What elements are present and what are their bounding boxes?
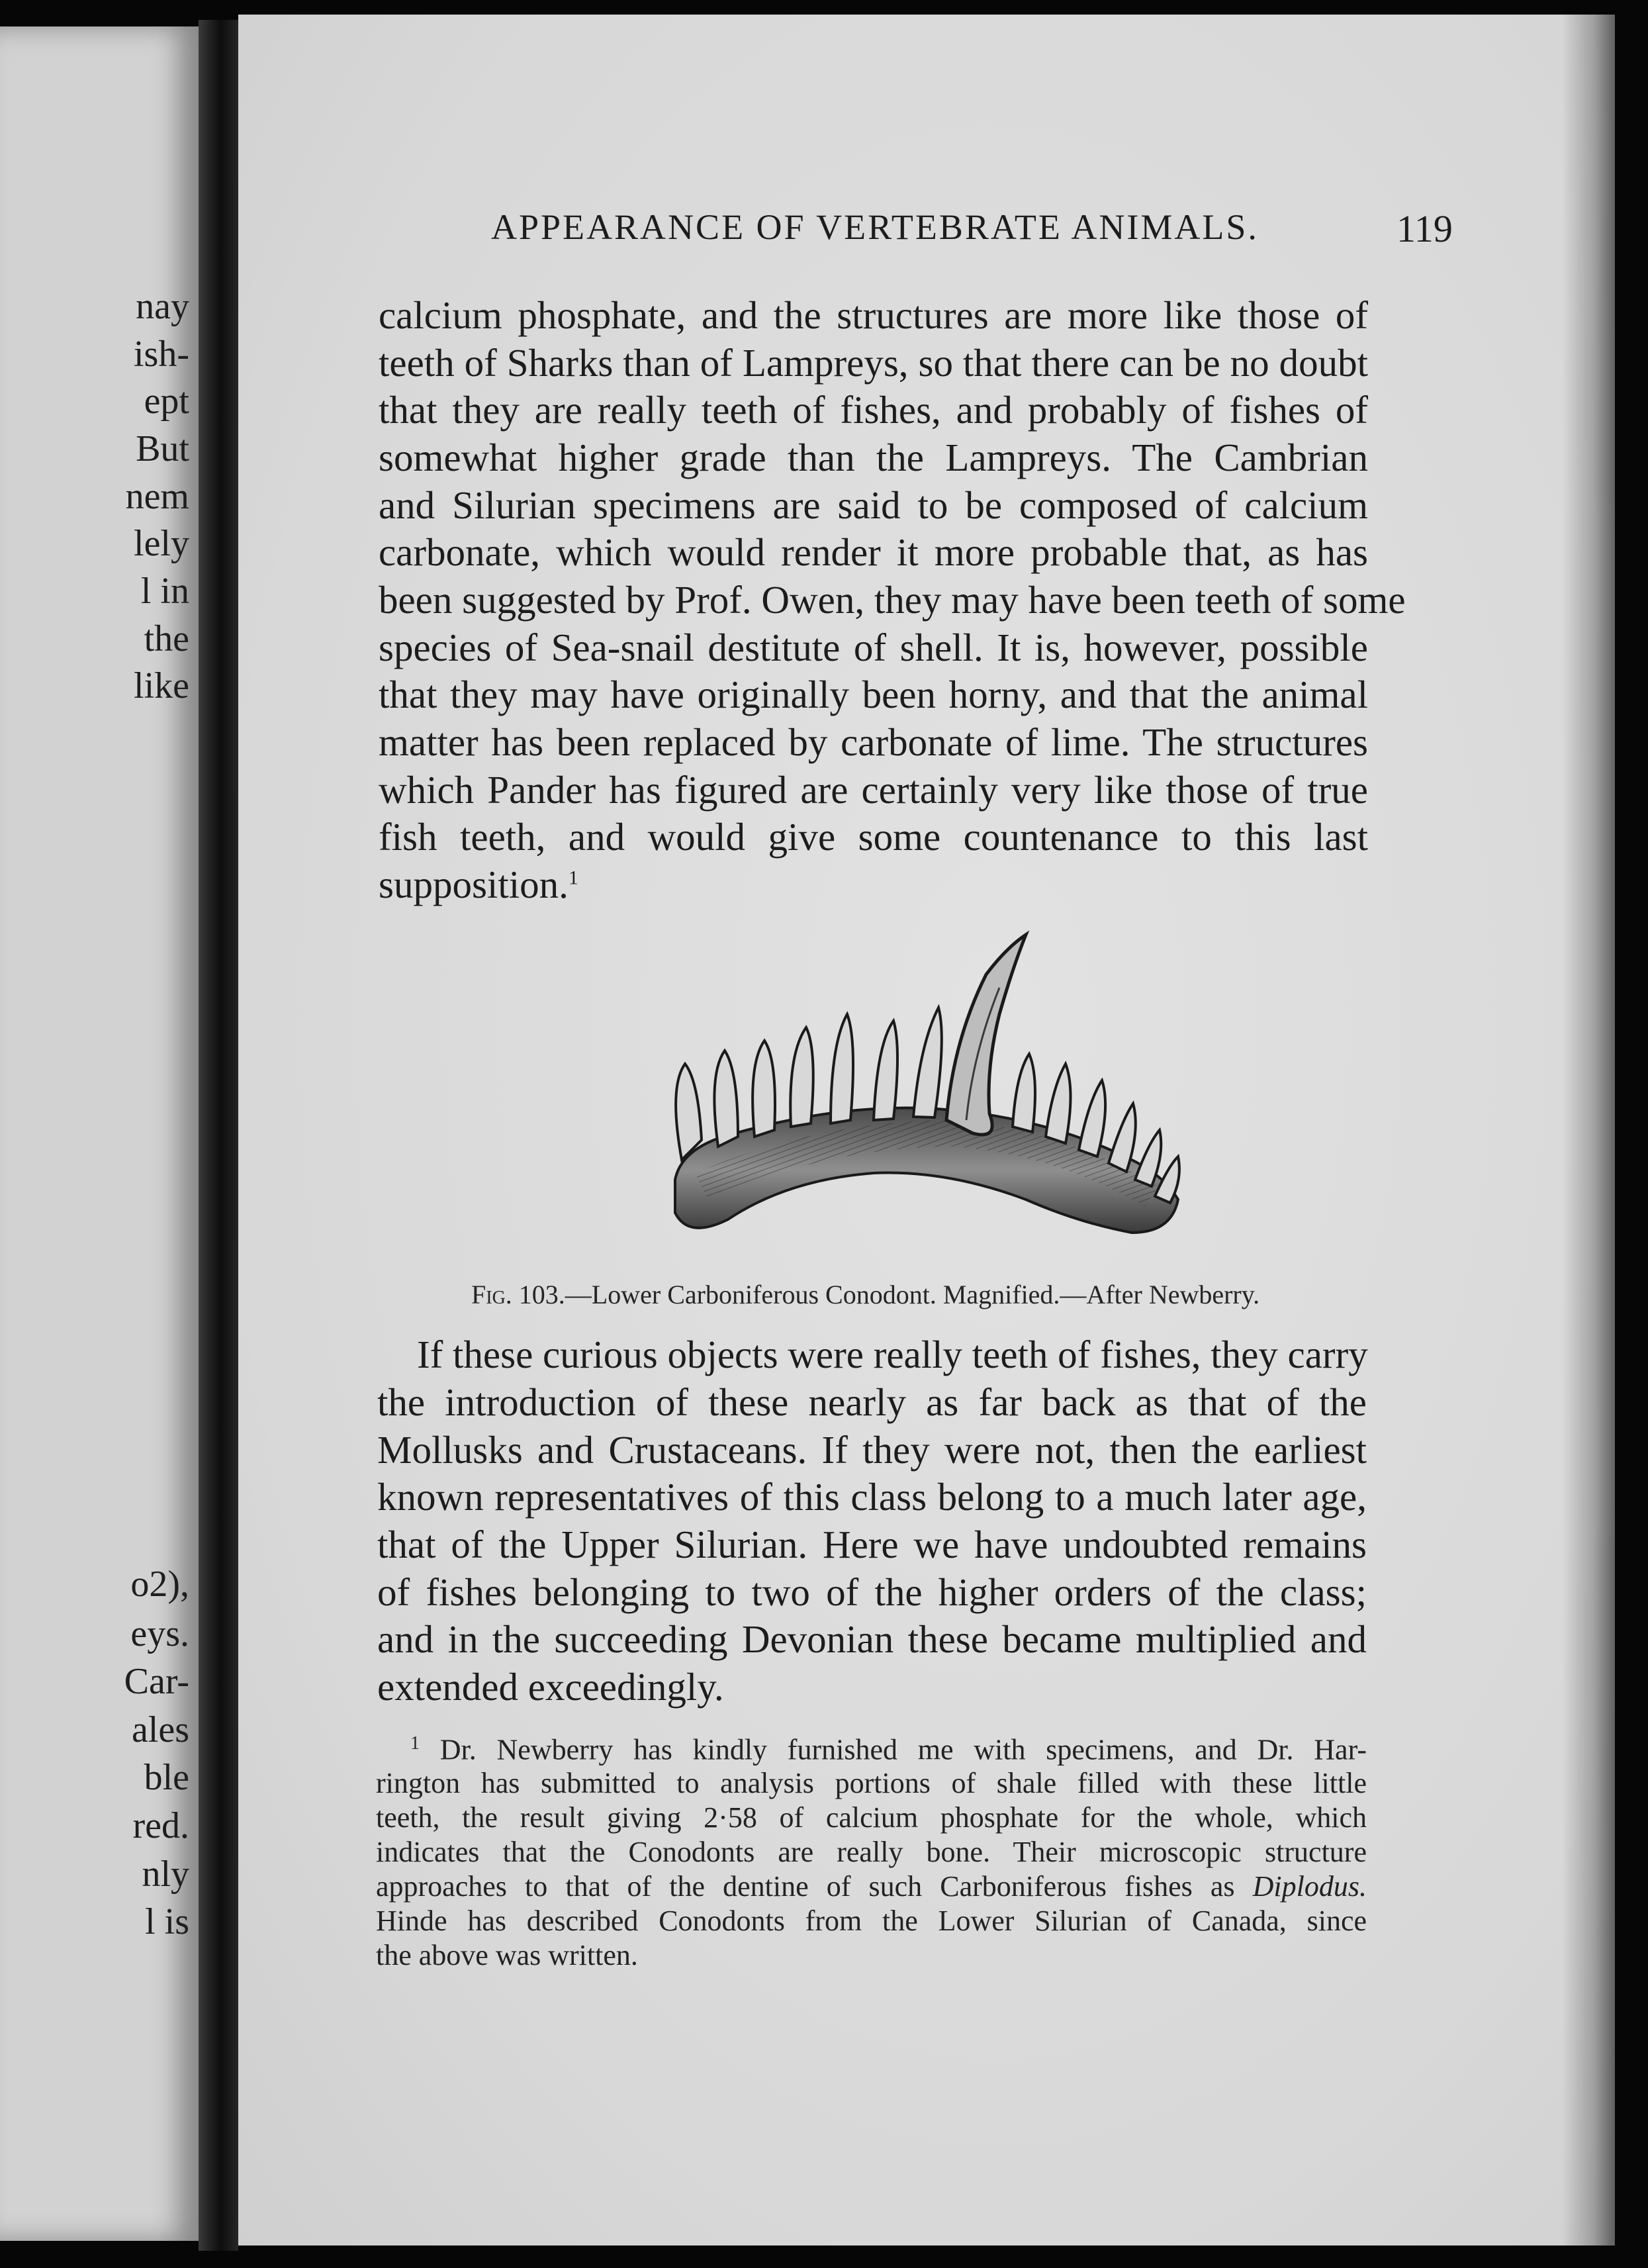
figure-label: Fig. 103. [471, 1280, 565, 1309]
text-line: and in the succeeding Devonian these became multiplied and [377, 1617, 1367, 1661]
facing-line: ble [144, 1757, 189, 1798]
facing-line: nem [125, 476, 189, 517]
text-line: species of Sea-snail destitute of shell. It is, however, possible [379, 626, 1368, 669]
text-line: which Pander has figured are certainly very like those of true [379, 768, 1368, 812]
footnote-italic-term: Diplodus. [1252, 1870, 1367, 1903]
facing-line: ales [131, 1709, 189, 1750]
facing-line: ept [144, 381, 189, 422]
facing-line: nay [136, 286, 189, 327]
text-line: that of the Upper Silurian. Here we have undoubted remains [377, 1523, 1367, 1566]
conodont-illustration [655, 921, 1198, 1266]
footnote-line: indicates that the Conodonts are really bone. Their microscopic structure [376, 1836, 1367, 1868]
footnote-line: rington has submitted to analysis portions of shale filled with these little [376, 1767, 1367, 1799]
text-line: Mollusks and Crustaceans. If they were not, then the earliest [377, 1428, 1367, 1472]
book-gutter [199, 20, 238, 2251]
footnote-marker: 1 [568, 867, 578, 889]
facing-line: l in [140, 571, 189, 612]
text-line-words: supposition. [379, 863, 569, 906]
footnote-line [376, 1872, 1367, 1901]
text-line: that they may have originally been horny, and that the animal [379, 673, 1368, 716]
figure-caption [471, 1279, 1371, 1310]
text-line [379, 865, 776, 904]
page-edge-shadow [1562, 15, 1615, 2245]
footnote-line: teeth, the result giving 2·58 of calcium phosphate for the whole, which [376, 1801, 1367, 1834]
text-line: known representatives of this class belong to a much later age, [377, 1475, 1367, 1519]
text-line: that they are really teeth of fishes, and probably of fishes of [379, 388, 1368, 432]
text-line: carbonate, which would render it more probable that, as has [379, 530, 1368, 574]
text-line: teeth of Sharks than of Lampreys, so that there can be no doubt [379, 341, 1368, 385]
text-line: If these curious objects were really teeth of fishes, they carry [417, 1333, 1368, 1376]
figure-caption-text: —Lower Carboniferous Conodont. Magnified.—After Newberry. [565, 1280, 1260, 1309]
facing-line: nly [142, 1854, 189, 1895]
facing-line: l is [145, 1901, 189, 1942]
text-line: of fishes belonging to two of the higher orders of the class; [377, 1570, 1367, 1614]
text-line: been suggested by Prof. Owen, they may have been teeth of some [379, 578, 1406, 622]
running-title: APPEARANCE OF VERTEBRATE ANIMALS. [491, 207, 1259, 247]
footnote-text: approaches to that of the dentine of such Carboniferous fishes as [376, 1870, 1235, 1903]
text-line: somewhat higher grade than the Lampreys. The Cambrian [379, 436, 1368, 479]
footnote-line: Hinde has described Conodonts from the Lower Silurian of Canada, since [376, 1905, 1367, 1937]
text-line: and Silurian specimens are said to be composed of calcium [379, 483, 1368, 527]
text-line: calcium phosphate, and the structures are more like those of [379, 293, 1368, 337]
book-page [238, 15, 1615, 2245]
text-line: extended exceedingly. [377, 1665, 724, 1709]
facing-line: like [134, 665, 189, 706]
page-number: 119 [1396, 207, 1453, 250]
facing-line: the [144, 618, 189, 659]
text-line: matter has been replaced by carbonate of lime. The structures [379, 720, 1368, 764]
footnote-text: Dr. Newberry has kindly furnished me with specimens, and Dr. Har- [439, 1733, 1367, 1766]
facing-line: red. [132, 1805, 189, 1846]
text-line: fish teeth, and would give some countenance to this last [379, 815, 1368, 859]
text-line: the introduction of these nearly as far back as that of the [377, 1380, 1367, 1424]
facing-page [0, 26, 199, 2241]
footnote-line [410, 1734, 1367, 1765]
footnote-line: the above was written. [376, 1939, 638, 1971]
facing-line: o2), [130, 1564, 189, 1605]
facing-line: ish- [134, 334, 189, 375]
facing-line: Car- [124, 1661, 189, 1702]
facing-line: But [136, 428, 189, 469]
facing-line: lely [134, 523, 189, 564]
footnote-number: 1 [410, 1733, 420, 1754]
facing-line: eys. [130, 1613, 189, 1654]
